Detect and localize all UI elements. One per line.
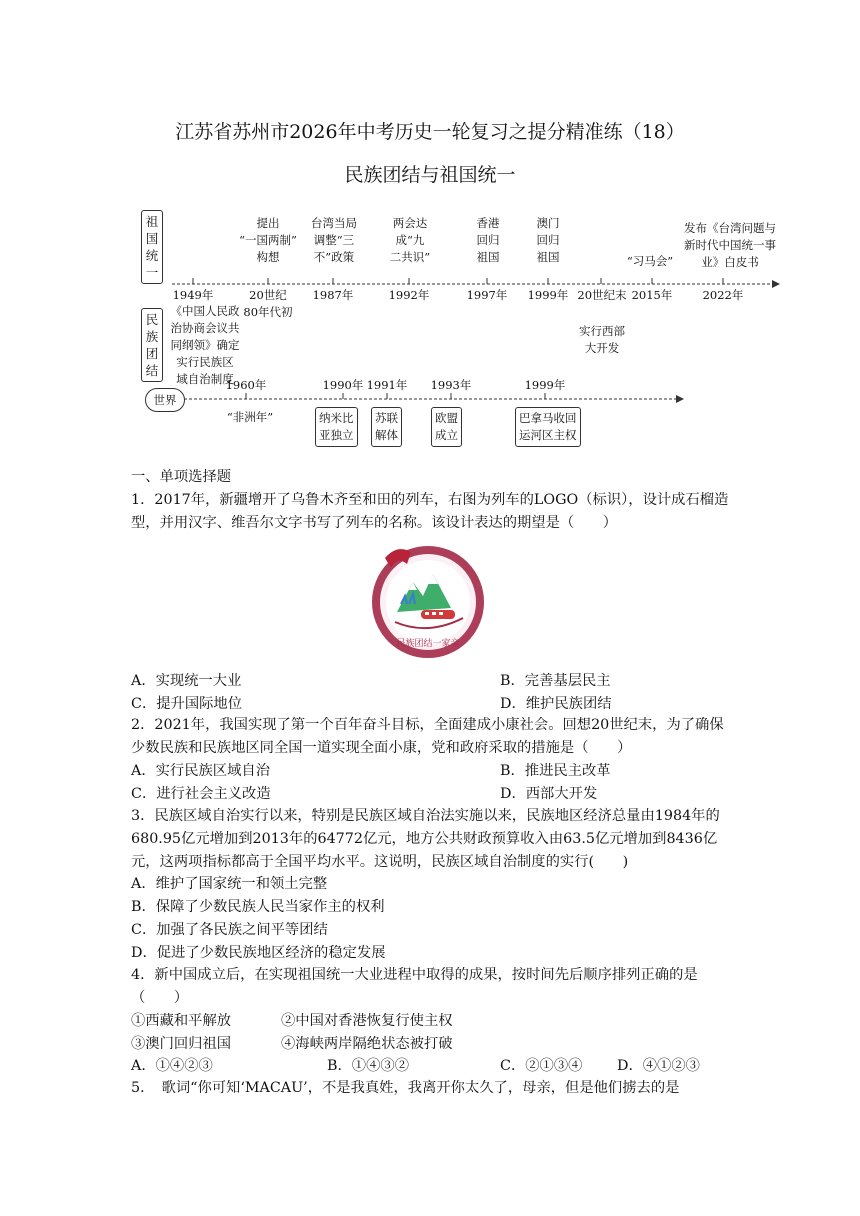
event-1992-consensus: 两会达 成“九 二共识” — [389, 216, 431, 264]
year-2022: 2022年 — [702, 288, 744, 302]
section-heading: 一、单项选择题 — [131, 469, 232, 485]
q2-option-c: C．进行社会主义改造 — [131, 786, 271, 802]
year-20c-end: 20世纪末 — [577, 288, 627, 302]
event-macau-return: 澳门 回归 祖国 — [536, 216, 560, 264]
unity-axis-arrow — [772, 280, 780, 288]
q3-option-d: D．促进了少数民族地区经济的稳定发展 — [131, 945, 386, 961]
q4-option-d: D．④①②③ — [617, 1058, 700, 1074]
event-white-paper: 发布《台湾问题与 新时代中国统一事 业》白皮书 — [684, 221, 776, 269]
event-namibia: 纳米比 亚独立 — [315, 407, 358, 447]
question-3: 3．民族区域自治实行以来，特别是民族区域自治法实施以来，民族地区经济总量由1984年的680.95亿元增加到2013年的64772亿元，地方公共财政预算收入由63.5亿元增加到8436亿元，这两项指标都高于全国平均水平。这说明，民族区域自治制度的实行( ) — [131, 808, 720, 870]
year-1990: 1990年 — [322, 378, 364, 392]
year-1991: 1991年 — [366, 378, 408, 392]
q2-option-b: B．推进民主改革 — [500, 763, 611, 779]
year-2015: 2015年 — [631, 288, 673, 302]
side-label-unity: 祖国统一 — [141, 210, 163, 284]
year-1992: 1992年 — [388, 288, 430, 302]
world-label: 世界 — [145, 388, 185, 412]
question-2: 2．2021年，我国实现了第一个百年奋斗目标，全面建成小康社会。回想20世纪末，为了确保少数民族和民族地区同全国一道实现全面小康，党和政府采取的措施是（ ） — [131, 717, 724, 756]
q3-option-b: B．保障了少数民族人民当家作主的权利 — [131, 899, 385, 915]
event-one-country-two-systems: 提出 “一国两制” 构想 — [239, 216, 297, 264]
q1-option-c: C．提升国际地位 — [131, 696, 243, 712]
event-western-development: 实行西部 大开发 — [579, 324, 625, 355]
world-axis-arrow — [676, 395, 684, 403]
q1-option-a: A．实现统一大业 — [131, 673, 242, 689]
event-africa-year: “非洲年” — [226, 410, 274, 424]
question-1: 1．2017年，新疆增开了乌鲁木齐至和田的列车，右图为列车的LOGO（标识），设计成石榴造型，并用汉字、维吾尔文字书写了列车的名称。该设计表达的期望是（ ） — [131, 492, 729, 531]
q3-option-a: A．维护了国家统一和领土完整 — [131, 876, 328, 892]
q4-item-1: ①西藏和平解放 — [131, 1013, 232, 1029]
question-5: 5． 歌词“你可知‘MACAU’，不是我真姓，我离开你太久了，母亲，但是他们掳去的是 — [131, 1080, 680, 1096]
side-label-ethnic: 民族团结 — [141, 308, 163, 382]
q4-item-2: ②中国对香港恢复行使主权 — [281, 1013, 453, 1029]
q4-option-a: A．①④②③ — [131, 1058, 213, 1074]
year-1980s: 20世纪 80年代初 — [243, 288, 293, 319]
q4-option-b: B．①④③② — [327, 1058, 409, 1074]
q2-option-d: D．西部大开发 — [500, 786, 598, 802]
question-4: 4．新中国成立后，在实现祖国统一大业进程中取得的成果，按时间先后顺序排列正确的是（ ） — [131, 967, 698, 1006]
event-eu-founded: 欧盟 成立 — [431, 407, 462, 447]
q4-option-c: C．②①③④ — [500, 1058, 583, 1074]
year-1999: 1999年 — [527, 288, 569, 302]
q4-item-3: ③澳门回归祖国 — [131, 1036, 232, 1052]
train-logo-image — [367, 538, 489, 660]
year-1987: 1987年 — [312, 288, 354, 302]
event-xi-ma-meeting: “习马会” — [626, 254, 674, 268]
event-hongkong-return: 香港 回归 祖国 — [476, 216, 500, 264]
event-panama-canal: 巴拿马收回 运河区主权 — [515, 407, 581, 447]
q1-option-d: D．维护民族团结 — [500, 696, 612, 712]
event-common-program: 《中国人民政 治协商会议共 同纲领》确定 实行民族区 域自治制度 — [170, 304, 240, 386]
q4-item-4: ④海峡两岸隔绝状态被打破 — [281, 1036, 453, 1052]
year-1960: 1960年 — [225, 378, 267, 392]
year-1997: 1997年 — [466, 288, 508, 302]
event-ussr-dissolution: 苏联 解体 — [371, 407, 402, 447]
event-taiwan-policy: 台湾当局 调整“三 不”政策 — [311, 216, 357, 264]
year-1999-world: 1999年 — [524, 378, 566, 392]
svg-text:民族团结一家亲: 民族团结一家亲 — [396, 639, 460, 649]
q3-option-c: C．加强了各民族之间平等团结 — [131, 922, 328, 938]
q2-option-a: A．实行民族区域自治 — [131, 763, 270, 779]
year-1949: 1949年 — [172, 288, 214, 302]
q1-option-b: B．完善基层民主 — [500, 673, 611, 689]
doc-subtitle: 民族团结与祖国统一 — [344, 164, 516, 186]
year-1993: 1993年 — [430, 378, 472, 392]
doc-title: 江苏省苏州市2026年中考历史一轮复习之提分精准练（18） — [175, 121, 685, 143]
